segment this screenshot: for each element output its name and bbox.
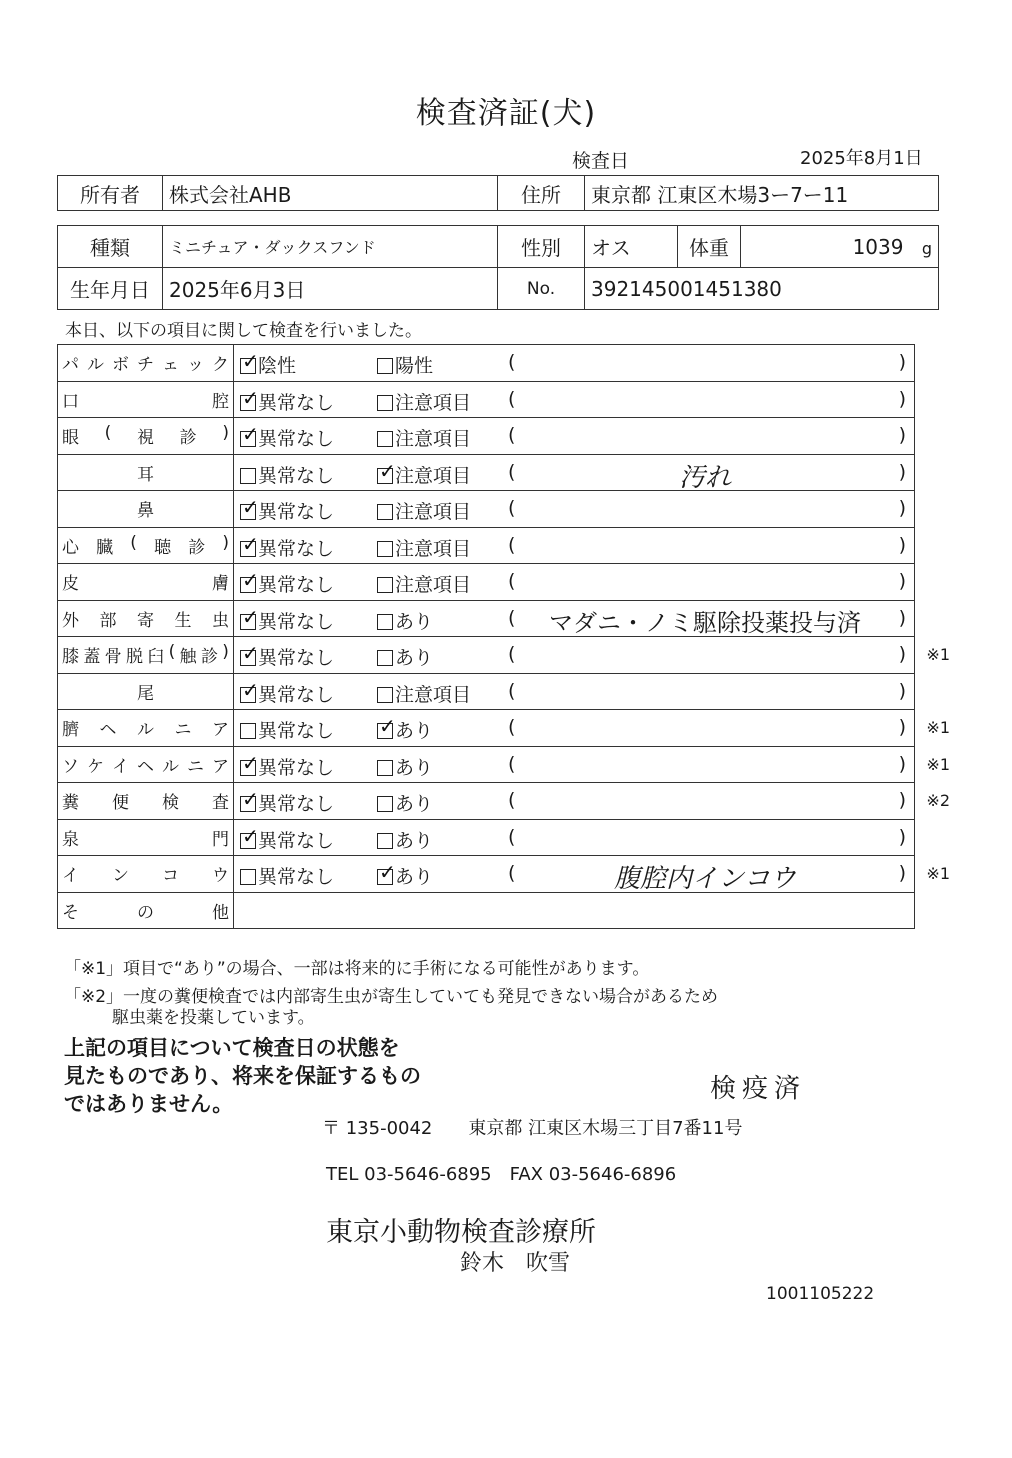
paren-open: ( (508, 606, 516, 629)
option-normal (240, 716, 334, 743)
footnote-mark: ※1 (926, 754, 950, 774)
check-item-options (234, 345, 915, 382)
animal-table (57, 225, 939, 310)
option-normal (240, 497, 334, 524)
weight-label: 体重 (678, 226, 741, 268)
check-mark-icon: ✓ (242, 823, 259, 848)
check-item-label: イ ン コ ウ (62, 866, 229, 887)
option-label: 異常なし (258, 464, 335, 487)
weight-cell (741, 226, 939, 268)
weight-unit: g (921, 238, 932, 258)
paren-close: ) (898, 424, 906, 446)
footnote-mark: ※2 (926, 791, 950, 810)
check-item-options (234, 746, 950, 783)
checkbox[interactable] (377, 760, 393, 776)
breed-value: ミニチュア・ダックスフンド (163, 226, 498, 268)
check-item-options (234, 491, 915, 528)
checkbox[interactable] (377, 358, 393, 374)
clinic-address: 〒 135-0042 東京都 江東区木場三丁目7番11号 (322, 1118, 743, 1139)
option-abnormal (377, 753, 433, 780)
option-label: 異常なし (258, 829, 335, 852)
checkbox[interactable] (240, 750, 259, 776)
sex-label: 性別 (498, 226, 585, 268)
check-mark-icon: ✓ (242, 750, 259, 775)
checks-table (57, 344, 950, 929)
sex-value: オス (585, 226, 678, 268)
option-label: 異常なし (258, 720, 335, 742)
paren-close: ) (898, 752, 906, 775)
clinic-name: 東京小動物検査診療所 (326, 1217, 596, 1248)
footnote-mark: ※1 (926, 864, 950, 883)
footnote-1: 「※1」項目で“あり”の場合、一部は将来的に手術になる可能性があります。 (64, 959, 650, 979)
checkbox[interactable] (377, 687, 393, 703)
option-abnormal (377, 643, 433, 670)
check-row (58, 783, 915, 820)
checkbox[interactable] (240, 468, 256, 484)
option-abnormal (377, 862, 433, 889)
check-mark-icon: ✓ (379, 458, 396, 483)
quarantine-stamp: 検疫済 (710, 1074, 807, 1104)
check-item-label: 膝 蓋 骨 脱 臼 ( 触 診 ) (62, 642, 229, 668)
check-mark-icon: ✓ (242, 568, 259, 592)
paren-open: ( (508, 387, 516, 410)
checkbox[interactable] (377, 860, 396, 885)
check-item-options (234, 819, 915, 856)
paren-close: ) (898, 679, 906, 702)
checkbox[interactable] (377, 650, 393, 666)
check-item-options (234, 600, 915, 637)
option-abnormal (377, 607, 433, 634)
option-label: あり (395, 720, 434, 742)
option-abnormal (377, 716, 433, 743)
check-item-label: 尾 (137, 683, 154, 704)
option-normal (240, 823, 335, 853)
check-item-name (58, 600, 234, 637)
check-row (58, 491, 915, 528)
checkbox[interactable] (240, 869, 256, 885)
check-item-options (234, 783, 950, 820)
paren-open: ( (508, 497, 516, 519)
check-item-options (234, 454, 915, 491)
option-label: 陽性 (395, 355, 434, 377)
birth-value: 2025年6月3日 (163, 268, 498, 310)
paren-open: ( (508, 862, 516, 884)
check-item-label: 口 腔 (62, 391, 229, 412)
option-label: あり (395, 866, 434, 888)
owner-table (57, 175, 939, 211)
option-label: 異常なし (258, 756, 335, 779)
check-mark-icon: ✓ (242, 641, 259, 665)
paren-open: ( (508, 424, 516, 446)
check-mark-icon: ✓ (242, 495, 259, 519)
option-label: 注意項目 (395, 537, 472, 560)
clinic-phone: TEL 03-5646-6895 FAX 03-5646-6896 (326, 1164, 677, 1185)
check-row (58, 381, 915, 418)
check-item-label: 鼻 (137, 501, 154, 522)
option-abnormal (377, 570, 471, 597)
footnote-mark: ※1 (926, 645, 950, 664)
checkbox[interactable] (240, 604, 259, 630)
check-row (58, 856, 915, 893)
check-item-name (58, 783, 234, 820)
option-abnormal (377, 826, 433, 853)
check-mark-icon: ✓ (242, 604, 259, 629)
check-item-name (58, 564, 234, 601)
option-label: あり (395, 610, 434, 633)
weight-value: 1039 (852, 234, 904, 259)
check-item-label: 眼 ( 視 診 ) (62, 423, 229, 449)
option-normal (240, 385, 335, 415)
checkbox[interactable] (240, 677, 259, 703)
option-abnormal (377, 351, 433, 378)
check-row (58, 892, 915, 929)
breed-label: 種類 (58, 226, 163, 268)
check-item-name (58, 418, 234, 455)
option-label: 注意項目 (395, 391, 472, 414)
option-normal (240, 750, 335, 780)
check-item-label: 耳 (137, 464, 154, 485)
check-item-options (234, 856, 950, 894)
disclaimer (64, 1034, 421, 1118)
check-row (58, 746, 915, 783)
check-item-options (234, 892, 915, 929)
checkbox[interactable] (240, 531, 259, 557)
check-item-name (58, 673, 234, 710)
checkbox[interactable] (377, 504, 393, 520)
paren-close: ) (898, 387, 906, 410)
paren-close: ) (898, 643, 906, 665)
disclaimer-line: 見たものであり、将来を保証するもの (64, 1064, 421, 1088)
disclaimer-line: 上記の項目について検査日の状態を (64, 1036, 400, 1060)
option-label: 異常なし (258, 647, 335, 669)
checkbox[interactable] (240, 641, 259, 666)
option-normal (240, 351, 296, 378)
option-label: 注意項目 (395, 464, 472, 487)
check-item-label: 皮 膚 (62, 574, 229, 595)
check-item-options (234, 637, 950, 674)
checkbox[interactable] (377, 796, 393, 812)
check-item-options (234, 710, 950, 747)
check-mark-icon: ✓ (242, 677, 259, 702)
check-note: 腹腔内インコウ (613, 864, 796, 894)
check-item-name (58, 345, 234, 382)
option-abnormal (377, 680, 471, 707)
option-label: 注意項目 (395, 683, 472, 706)
checkbox[interactable] (377, 395, 393, 411)
check-row (58, 600, 915, 637)
check-row (58, 345, 915, 382)
document-title: 検査済証(犬) (415, 96, 597, 131)
paren-close: ) (898, 460, 906, 483)
serial-number: 1001105222 (766, 1284, 875, 1304)
footnote-2-cont: 駆虫薬を投薬しています。 (112, 1008, 315, 1028)
check-item-options (234, 381, 915, 418)
checkbox[interactable] (240, 823, 259, 849)
checkbox[interactable] (240, 495, 259, 520)
paren-close: ) (898, 570, 906, 592)
paren-close: ) (898, 533, 906, 556)
no-label: No. (498, 268, 585, 310)
check-item-name (58, 710, 234, 747)
paren-open: ( (508, 351, 516, 373)
check-row (58, 819, 915, 856)
option-label: 異常なし (258, 793, 335, 815)
check-item-name (58, 746, 234, 783)
option-label: 異常なし (258, 428, 335, 450)
option-abnormal (377, 388, 471, 415)
option-label: 異常なし (258, 537, 335, 560)
paren-close: ) (898, 862, 906, 884)
checkbox[interactable] (240, 723, 256, 739)
option-abnormal (377, 458, 472, 488)
option-label: あり (395, 829, 434, 852)
checkbox[interactable] (377, 458, 396, 484)
check-row (58, 710, 915, 747)
option-label: 注意項目 (395, 501, 472, 523)
option-label: 陰性 (258, 355, 297, 377)
address-value: 東京都 江東区木場3ー7ー11 (585, 176, 939, 211)
owner-value: 株式会社AHB (163, 176, 498, 211)
check-row (58, 564, 915, 601)
option-label: あり (395, 647, 434, 669)
check-mark-icon: ✓ (379, 860, 396, 884)
check-item-label: 泉 門 (62, 829, 229, 850)
paren-open: ( (508, 752, 516, 775)
option-abnormal (377, 497, 471, 524)
option-normal (240, 677, 335, 707)
check-item-name (58, 381, 234, 418)
option-normal (240, 461, 334, 488)
paren-close: ) (898, 716, 906, 738)
check-item-name (58, 637, 234, 674)
inspector-name: 鈴木 吹雪 (460, 1251, 571, 1276)
inspection-date-label: 検査日 (572, 150, 630, 172)
check-item-name (58, 856, 234, 893)
option-label: 注意項目 (395, 428, 472, 450)
check-mark-icon: ✓ (379, 714, 396, 738)
check-row (58, 637, 915, 674)
footnote-2: 「※2」一度の糞便検査では内部寄生虫が寄生していても発見できない場合があるため (64, 987, 719, 1007)
owner-label: 所有者 (58, 176, 163, 211)
check-item-options (234, 673, 915, 710)
check-item-label: 外 部 寄 生 虫 (62, 610, 229, 631)
check-mark-icon: ✓ (242, 422, 259, 446)
checkbox[interactable] (240, 568, 259, 593)
paren-close: ) (898, 789, 906, 811)
paren-close: ) (898, 497, 906, 519)
option-normal (240, 570, 334, 597)
option-label: 注意項目 (395, 574, 472, 596)
option-abnormal (377, 534, 471, 561)
no-value: 392145001451380 (585, 268, 939, 310)
paren-open: ( (508, 570, 516, 592)
checkbox[interactable] (377, 431, 393, 447)
check-row (58, 527, 915, 564)
option-label: 異常なし (258, 683, 335, 706)
check-item-options (234, 418, 915, 455)
check-mark-icon: ✓ (242, 531, 259, 556)
check-item-label: 心 臓 ( 聴 診 ) (62, 532, 229, 558)
check-item-label: そ の 他 (62, 902, 229, 923)
checkbox[interactable] (377, 714, 396, 739)
check-item-label: ソ ケ イ ヘ ル ニ ア (62, 756, 229, 777)
check-item-name (58, 527, 234, 564)
option-label: 異常なし (258, 574, 335, 596)
paren-open: ( (508, 643, 516, 665)
check-item-name (58, 491, 234, 528)
paren-close: ) (898, 351, 906, 373)
option-normal (240, 604, 335, 634)
option-normal (240, 862, 334, 889)
intro-text: 本日、以下の項目に関して検査を行いました。 (65, 321, 422, 341)
option-label: 異常なし (258, 866, 335, 888)
check-mark-icon: ✓ (242, 787, 259, 811)
paren-open: ( (508, 789, 516, 811)
check-item-name (58, 454, 234, 491)
checkbox[interactable] (377, 614, 393, 630)
check-item-options (234, 564, 915, 601)
option-normal (240, 643, 334, 670)
check-item-name (58, 819, 234, 856)
option-label: 異常なし (258, 501, 335, 523)
paren-close: ) (898, 606, 906, 629)
option-label: 異常なし (258, 610, 335, 633)
option-normal (240, 531, 335, 561)
option-abnormal (377, 789, 433, 816)
checkbox[interactable] (377, 833, 393, 849)
check-item-label: パ ル ボ チ ェ ッ ク (62, 355, 229, 376)
inspection-date: 2025年8月1日 (800, 148, 923, 169)
paren-open: ( (508, 460, 516, 483)
check-row (58, 454, 915, 491)
option-normal (240, 789, 334, 816)
checkbox[interactable] (377, 541, 393, 557)
option-label: あり (395, 756, 434, 779)
checkbox[interactable] (240, 422, 259, 447)
check-item-options (234, 527, 915, 564)
birth-label: 生年月日 (58, 268, 163, 310)
option-normal (240, 424, 334, 451)
paren-close: ) (898, 825, 906, 848)
address-label: 住所 (498, 176, 585, 211)
disclaimer-line: ではありません。 (64, 1092, 234, 1116)
footnote-mark: ※1 (926, 718, 950, 737)
paren-open: ( (508, 825, 516, 848)
check-item-label: 臍 ヘ ル ニ ア (62, 720, 229, 741)
check-mark-icon: ✓ (242, 385, 259, 410)
check-row (58, 418, 915, 455)
check-note: マダニ・ノミ駆除投薬投与済 (549, 608, 861, 637)
check-note: 汚れ (678, 462, 731, 493)
check-item-name (58, 892, 234, 929)
option-abnormal (377, 424, 471, 451)
paren-open: ( (508, 679, 516, 702)
check-item-label: 糞 便 検 査 (62, 793, 229, 814)
paren-open: ( (508, 716, 516, 738)
option-label: あり (395, 793, 434, 815)
checkbox[interactable] (240, 385, 259, 411)
checkbox[interactable] (240, 787, 259, 812)
check-mark-icon: ✓ (242, 349, 259, 373)
check-row (58, 673, 915, 710)
checkbox[interactable] (377, 577, 393, 593)
paren-open: ( (508, 533, 516, 556)
checkbox[interactable] (240, 349, 259, 374)
option-label: 異常なし (258, 391, 335, 414)
